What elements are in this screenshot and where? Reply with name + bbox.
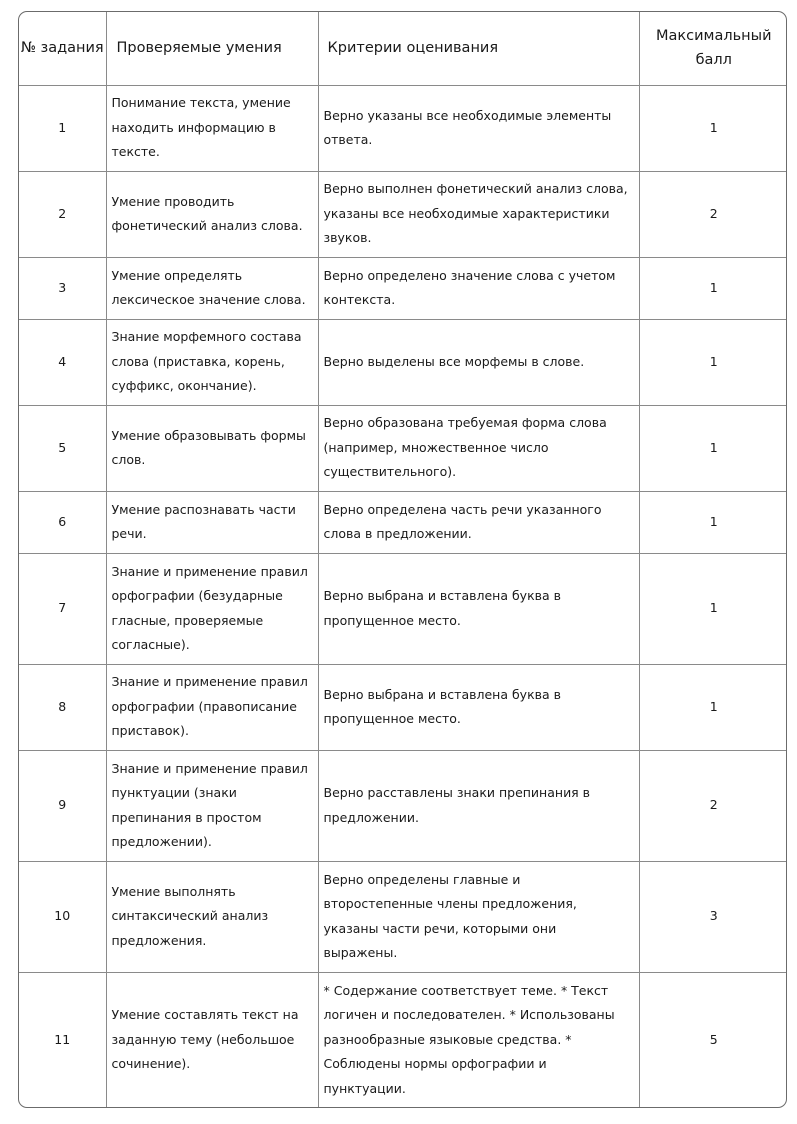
table-row bbox=[19, 319, 787, 405]
criteria-cell: Верно расставлены знаки препинания в предложении. bbox=[318, 750, 639, 861]
table-row bbox=[19, 664, 787, 750]
max-score: 1 bbox=[639, 405, 787, 491]
header-criteria: Критерии оценивания bbox=[318, 12, 639, 85]
max-score: 1 bbox=[639, 85, 787, 171]
table-row bbox=[19, 85, 787, 171]
task-number: 11 bbox=[19, 972, 106, 1107]
criteria-cell: Верно выбрана и вставлена буква в пропущенное место. bbox=[318, 664, 639, 750]
task-number: 1 bbox=[19, 85, 106, 171]
skill-cell: Умение определять лексическое значение слова. bbox=[106, 257, 318, 319]
task-number: 4 bbox=[19, 319, 106, 405]
header-max-score: Максимальный балл bbox=[639, 12, 787, 85]
criteria-cell: Верно выделены все морфемы в слове. bbox=[318, 319, 639, 405]
criteria-cell: Верно указаны все необходимые элементы ответа. bbox=[318, 85, 639, 171]
table-row bbox=[19, 257, 787, 319]
max-score: 1 bbox=[639, 257, 787, 319]
max-score: 5 bbox=[709, 1031, 718, 1047]
skill-cell: Умение образовывать формы слов. bbox=[106, 405, 318, 491]
max-score: 1 bbox=[639, 491, 787, 553]
max-score: 2 bbox=[639, 750, 787, 861]
skill-cell: Знание и применение правил орфографии (безударные гласные, проверяемые согласные). bbox=[106, 553, 318, 664]
task-number: 6 bbox=[19, 491, 106, 553]
criteria-cell: Верно определены главные и второстепенные члены предложения, указаны части речи, которыми они выражены. bbox=[318, 861, 639, 972]
task-number: 9 bbox=[19, 750, 106, 861]
header-task-number: № задания bbox=[19, 12, 106, 85]
skill-cell: Умение составлять текст на заданную тему (небольшое сочинение). bbox=[106, 972, 318, 1107]
table-row bbox=[19, 861, 787, 972]
skill-cell: Умение распознавать части речи. bbox=[106, 491, 318, 553]
criteria-cell: Верно выполнен фонетический анализ слова, указаны все необходимые характеристики звуков. bbox=[318, 171, 639, 257]
table-row bbox=[19, 491, 787, 553]
max-score: 1 bbox=[639, 319, 787, 405]
max-score: 3 bbox=[639, 861, 787, 972]
task-number: 5 bbox=[19, 405, 106, 491]
criteria-table bbox=[19, 12, 787, 1107]
task-number: 3 bbox=[19, 257, 106, 319]
task-number: 2 bbox=[19, 171, 106, 257]
header-skills: Проверяемые умения bbox=[106, 12, 318, 85]
task-number: 8 bbox=[19, 664, 106, 750]
skill-cell: Знание и применение правил пунктуации (знаки препинания в простом предложении). bbox=[106, 750, 318, 861]
table-row bbox=[19, 171, 787, 257]
table-row bbox=[19, 405, 787, 491]
task-number: 7 bbox=[19, 553, 106, 664]
criteria-cell: Верно образована требуемая форма слова (например, множественное число существительного). bbox=[318, 405, 639, 491]
header-row bbox=[19, 12, 787, 85]
task-number: 10 bbox=[19, 861, 106, 972]
skill-cell: Понимание текста, умение находить информацию в тексте. bbox=[106, 85, 318, 171]
grading-table bbox=[18, 11, 787, 1108]
max-score: 1 bbox=[639, 664, 787, 750]
max-score: 1 bbox=[639, 553, 787, 664]
skill-cell: Знание морфемного состава слова (приставка, корень, суффикс, окончание). bbox=[106, 319, 318, 405]
table-row bbox=[19, 750, 787, 861]
criteria-cell: * Содержание соответствует теме. * Текст логичен и последователен. * Использованы разнообразные языковые средства. * Соблюдены нормы орфографии и пунктуации. bbox=[318, 972, 639, 1107]
table-row bbox=[19, 972, 787, 1107]
skill-cell: Умение проводить фонетический анализ слова. bbox=[106, 171, 318, 257]
skill-cell: Знание и применение правил орфографии (правописание приставок). bbox=[106, 664, 318, 750]
criteria-cell: Верно выбрана и вставлена буква в пропущенное место. bbox=[318, 553, 639, 664]
criteria-cell: Верно определено значение слова с учетом контекста. bbox=[318, 257, 639, 319]
table-row bbox=[19, 553, 787, 664]
criteria-cell: Верно определена часть речи указанного слова в предложении. bbox=[318, 491, 639, 553]
max-score: 2 bbox=[639, 171, 787, 257]
skill-cell: Умение выполнять синтаксический анализ предложения. bbox=[106, 861, 318, 972]
